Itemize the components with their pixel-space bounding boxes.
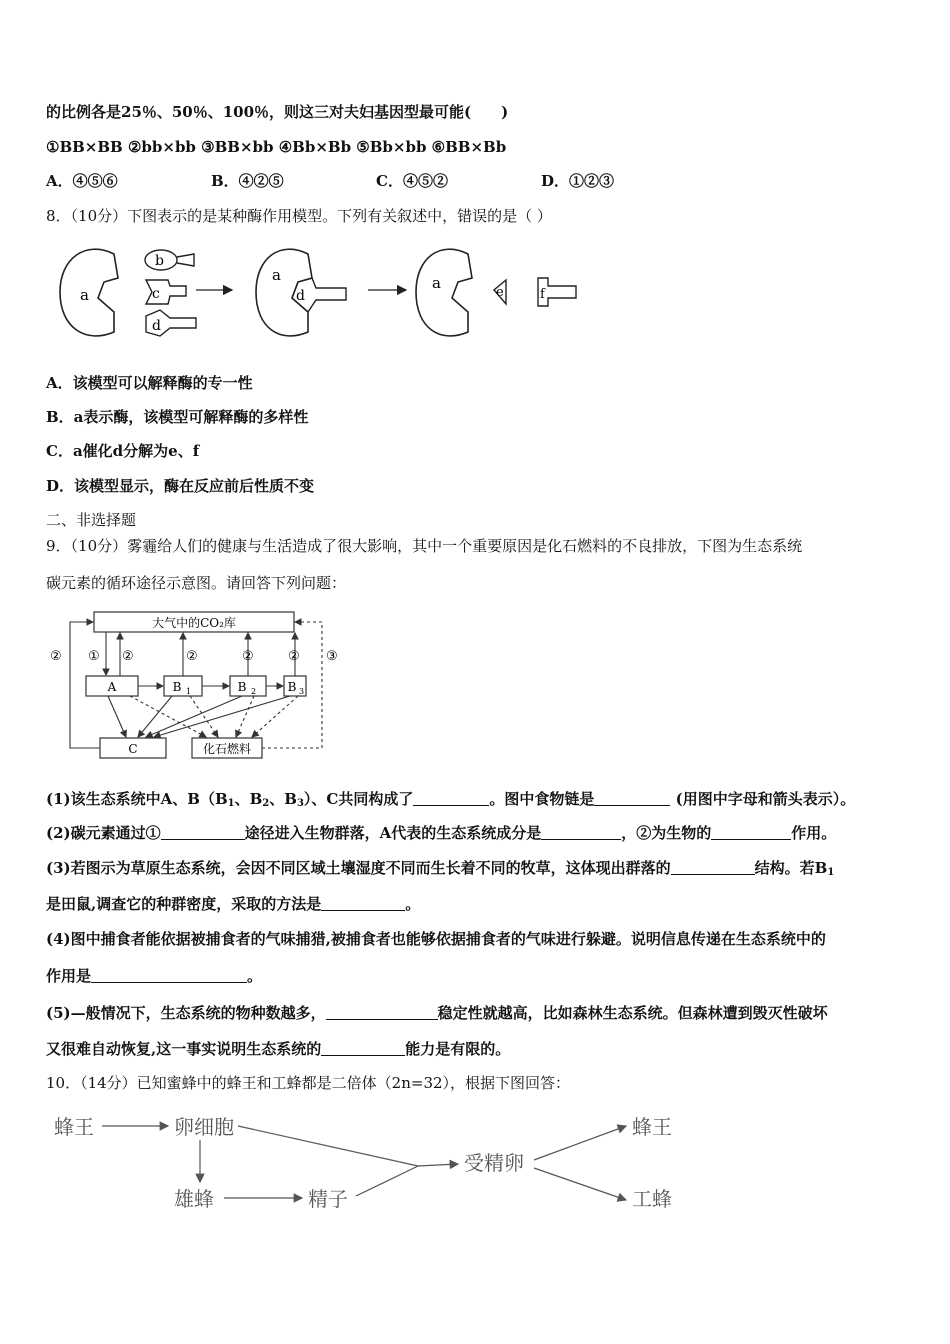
answer-blank[interactable] [594, 791, 670, 806]
q9-part2-text-d: 作用。 [791, 824, 837, 842]
substrate-label-b: b [155, 253, 164, 269]
q9-part1-sub1: 1 [227, 798, 235, 809]
q9-part3 [46, 858, 834, 883]
answer-blank[interactable] [541, 825, 621, 840]
q10-stem: 10．（14分）已知蜜蜂中的蜂王和工蜂都是二倍体（2n=32），根据下图回答： [46, 1074, 571, 1092]
answer-blank[interactable] [671, 860, 755, 875]
answer-blank[interactable] [321, 896, 405, 911]
q9-part2-text-c: ，②为生物的 [621, 824, 712, 842]
answer-blank[interactable] [91, 968, 247, 983]
q7-choices-line: ①BB×BB ②bb×bb ③BB×bb ④Bb×Bb ⑤Bb×bb ⑥BB×Bb [46, 138, 507, 156]
co2-pool-label: 大气中的CO₂库 [152, 616, 236, 630]
q7-option-d[interactable]: D．①②③ [541, 172, 615, 190]
q9-part2 [46, 823, 836, 843]
circle-2-label-b1: ② [186, 649, 198, 664]
q9-part1-sub2: 2 [262, 798, 270, 809]
arrow-zygote-to-worker [534, 1168, 626, 1200]
answer-blank[interactable] [326, 1005, 438, 1020]
q7-stem-line: 的比例各是25％、50％、100％，则这三对夫妇基因型最可能( ) [46, 103, 509, 121]
substrate-label-d: d [152, 318, 161, 334]
product-label-e: e [496, 285, 504, 300]
circle-1-label: ① [88, 649, 100, 664]
circle-2-label-a: ② [122, 649, 134, 664]
q9-part3b-text-b: 。 [405, 895, 421, 913]
label-fossil-fuel: 化石燃料 [202, 742, 252, 756]
q7-option-b[interactable]: B．④②⑤ [211, 172, 284, 190]
q9-stem-line2: 碳元素的循环途径示意图。请回答下列问题： [46, 574, 347, 592]
q8-option-c[interactable]: C．a催化d分解为e、f [46, 442, 200, 460]
box-b1 [164, 676, 202, 696]
q9-part5-cont [46, 1039, 510, 1059]
q9-part4: (4)图中捕食者能依据被捕食者的气味捕猎,被捕食者也能够依据捕食者的气味进行躲避。说明信息传递在生态系统中的 [46, 930, 826, 948]
q9-part3-text-b: 结构。若B [754, 859, 828, 877]
q8-option-b[interactable]: B．a表示酶，该模型可解释酶的多样性 [46, 408, 309, 426]
q9-part1-text-c: 、B [269, 790, 297, 808]
q9-part1-text-a: (1)该生态系统中A、B（B [46, 790, 228, 808]
q7-options [46, 171, 614, 191]
complex-label-a: a [272, 266, 281, 284]
substrate-label-c: c [152, 286, 160, 302]
q9-part5b-text-b: 能力是有限的。 [405, 1040, 511, 1058]
q9-part3-text-a: (3)若图示为草原生态系统，会因不同区域土壤湿度不同而生长着不同的牧草，这体现出群落的 [46, 859, 671, 877]
answer-blank[interactable] [161, 825, 245, 840]
egg-cell-label: 卵细胞 [174, 1115, 234, 1139]
q9-part1-text-f: (用图中字母和箭头表示）。 [670, 790, 856, 808]
label-b2-sub: 2 [251, 687, 257, 696]
label-c: C [128, 742, 138, 756]
enzyme-label-a1: a [80, 286, 89, 304]
q9-part3-sub: 1 [827, 867, 835, 878]
sperm-label: 精子 [308, 1187, 348, 1211]
arrow-join-to-zygote [418, 1164, 458, 1166]
circle-2-label-b2: ② [242, 649, 254, 664]
q9-part1-text-e: 。图中食物链是 [489, 790, 595, 808]
circle-2-label-b3: ② [288, 649, 300, 664]
bee-reproduction-figure [46, 1104, 696, 1220]
carbon-cycle-figure [46, 604, 356, 764]
line-egg-to-join [238, 1126, 418, 1166]
complex-label-d: d [296, 288, 305, 304]
label-b2: B [237, 680, 247, 694]
box-b2 [230, 676, 266, 696]
q9-part2-text-a: (2)碳元素通过① [46, 824, 161, 842]
label-b1-sub: 1 [186, 687, 192, 696]
q9-part4-cont [46, 966, 262, 986]
label-b3: B [287, 680, 297, 694]
q7-option-a[interactable]: A．④⑤⑥ [46, 172, 118, 190]
zygote-label: 受精卵 [464, 1151, 524, 1175]
queen-offspring-label: 蜂王 [632, 1115, 672, 1139]
line-sperm-to-join [356, 1166, 418, 1196]
drone-label: 雄蜂 [174, 1187, 214, 1211]
q9-part1-sub3: 3 [296, 798, 304, 809]
q9-part5-text-b: 稳定性就越高，比如森林生态系统。但森林遭到毁灭性破坏 [437, 1004, 828, 1022]
q9-part2-text-b: 途径进入生物群落，A代表的生态系统成分是 [244, 824, 542, 842]
answer-blank[interactable] [711, 825, 791, 840]
q7-option-c[interactable]: C．④⑤② [376, 172, 448, 190]
label-b1: B [172, 680, 182, 694]
label-a: A [107, 680, 117, 694]
label-b3-sub: 3 [299, 687, 305, 696]
worker-label: 工蜂 [632, 1187, 672, 1211]
arrow-zygote-to-queen [534, 1126, 626, 1160]
answer-blank[interactable] [321, 1041, 405, 1056]
product-label-f: f [540, 287, 545, 302]
enzyme-label-a3: a [432, 274, 441, 292]
queen-label: 蜂王 [54, 1115, 94, 1139]
q9-part5b-text-a: 又很难自动恢复,这一事实说明生态系统的 [46, 1040, 322, 1058]
q9-part4b-text-b: 。 [247, 967, 263, 985]
q9-part4b-text-a: 作用是 [46, 967, 92, 985]
q8-stem: 8．（10分）下图表示的是某种酶作用模型。下列有关叙述中，错误的是（ ） [46, 207, 552, 225]
q8-option-d[interactable]: D．该模型显示，酶在反应前后性质不变 [46, 477, 315, 495]
q9-stem-line1: 9．（10分）雾霾给人们的健康与生活造成了很大影响，其中一个重要原因是化石燃料的不良排放，下图为生态系统 [46, 537, 803, 555]
q9-part1 [46, 789, 855, 814]
q9-part5-text-a: (5)—般情况下，生态系统的物种数越多， [46, 1004, 326, 1022]
enzyme-a-after-shape [416, 249, 472, 336]
q8-option-a[interactable]: A．该模型可以解释酶的专一性 [46, 374, 253, 392]
circle-2-label-c: ② [50, 649, 62, 664]
enzyme-a-shape [60, 249, 118, 336]
circle-3-label: ③ [326, 649, 338, 664]
section-heading: 二、非选择题 [46, 511, 137, 529]
q9-part5 [46, 1003, 828, 1023]
q9-part1-text-d: ）、C共同构成了 [303, 790, 414, 808]
enzyme-model-figure [46, 238, 606, 348]
answer-blank[interactable] [413, 791, 489, 806]
q9-part3-cont [46, 894, 420, 914]
q9-part1-text-b: 、B [234, 790, 263, 808]
q9-part3b-text-a: 是田鼠,调查它的种群密度，采取的方法是 [46, 895, 322, 913]
